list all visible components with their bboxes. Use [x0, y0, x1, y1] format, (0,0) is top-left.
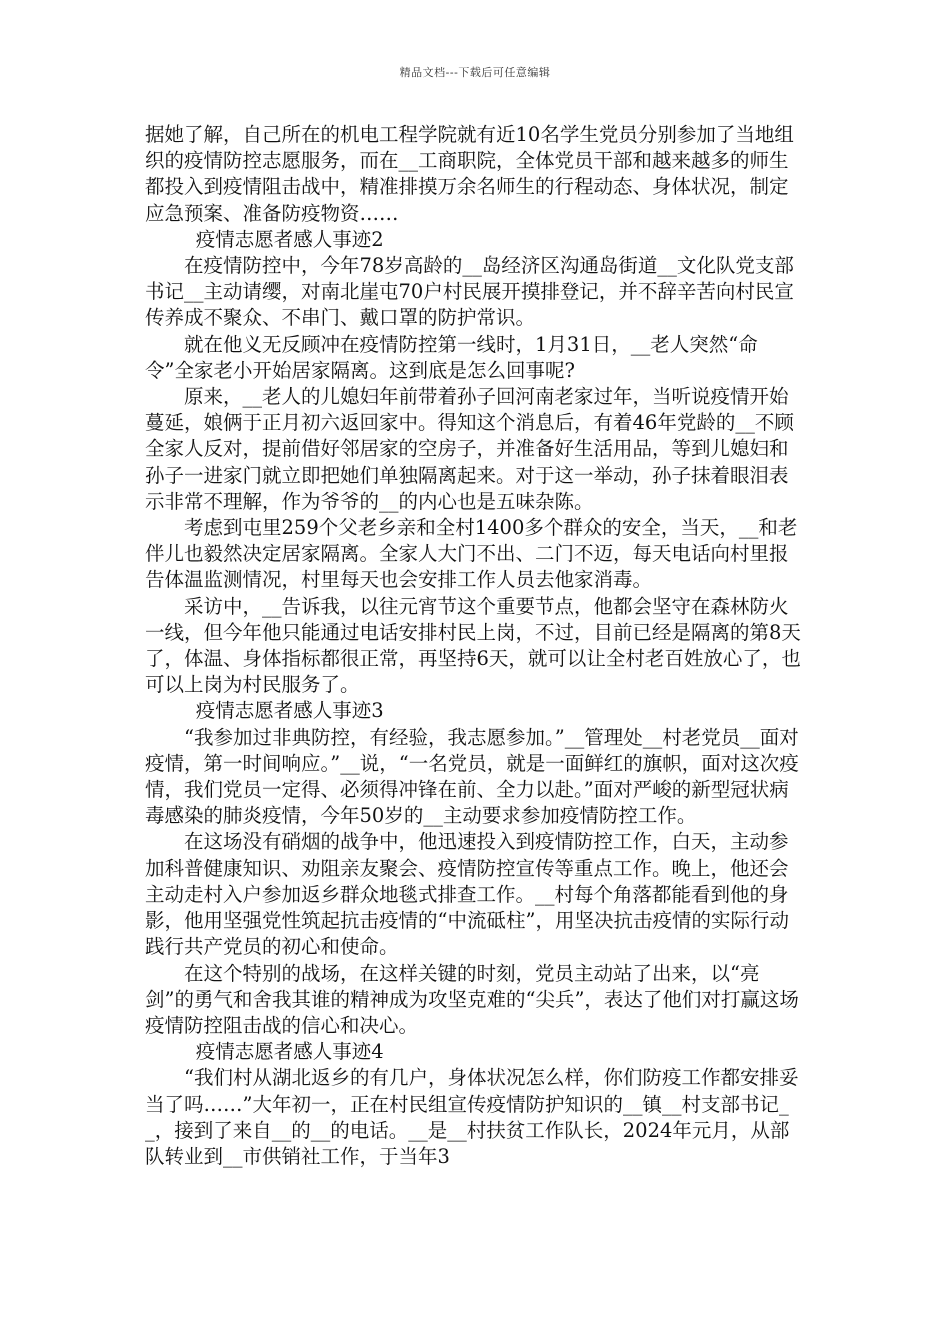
- paragraph: 考虑到屯里259个父老乡亲和全村1400多个群众的安全，当天，__和老伴儿也毅然决定居家隔离。全家人大门不出、二门不迈，每天电话向村里报告体温监测情况，村里每天也会安排工作人员去他家消毒。: [145, 516, 798, 592]
- paragraph: 在这场没有硝烟的战争中，他迅速投入到疫情防控工作，白天，主动参加科普健康知识、劝阻亲友聚会、疫情防控宣传等重点工作。晚上，他还会主动走村入户参加返乡群众地毯式排查工作。__村每个角落都能看到他的身影，他用坚强党性筑起抗击疫情的“中流砥柱”，用坚决抗击疫情的实际行动践行共产党员的初心和使命。: [145, 830, 789, 959]
- paragraph: “我们村从湖北返乡的有几户，身体状况怎么样，你们防疫工作都安排妥当了吗……”大年初一，正在村民组宣传疫情防护知识的__镇__村支部书记__，接到了来自__的__的电话。__是__村扶贫工作队长，2024年元月，从部队转业到__市供销社工作，于当年3: [145, 1066, 799, 1168]
- section-heading: 疫情志愿者感人事迹4: [195, 1040, 384, 1064]
- page-header: 精品文档---下载后可任意编辑: [399, 66, 551, 79]
- paragraph: 在疫情防控中，今年78岁高龄的__岛经济区沟通岛街道__文化队党支部书记__主动请缨，对南北崖屯70户村民展开摸排登记，并不辞辛苦向村民宣传养成不聚众、不串门、戴口罩的防护常识。: [145, 254, 794, 330]
- paragraph: 就在他义无反顾冲在疫情防控第一线时，1月31日，__老人突然“命令”全家老小开始居家隔离。这到底是怎么回事呢?: [145, 332, 758, 382]
- section-heading: 疫情志愿者感人事迹2: [195, 227, 384, 251]
- paragraph: 在这个特别的战场，在这样关键的时刻，党员主动站了出来，以“亮剑”的勇气和舍我其谁的精神成为攻坚克难的“尖兵”，表达了他们对打赢这场疫情防控阻击战的信心和决心。: [145, 961, 799, 1037]
- paragraph: 原来，__老人的儿媳妇年前带着孙子回河南老家过年，当听说疫情开始蔓延，娘俩于正月初六返回家中。得知这个消息后，有着46年党龄的__不顾全家人反对，提前借好邻居家的空房子，并准备好生活用品，等到儿媳妇和孙子一进家门就立即把她们单独隔离起来。对于这一举动，孙子抹着眼泪表示非常不理解，作为爷爷的__的内心也是五味杂陈。: [145, 385, 794, 513]
- paragraph: 采访中，__告诉我，以往元宵节这个重要节点，他都会坚守在森林防火一线，但今年他只能通过电话安排村民上岗，不过，目前已经是隔离的第8天了，体温、身体指标都很正常，再坚持6天，就可以让全村老百姓放心了，也可以上岗为村民服务了。: [145, 594, 801, 697]
- paragraph: “我参加过非典防控，有经验，我志愿参加。”__管理处__村老党员__面对疫情，第一时间响应。”__说，“一名党员，就是一面鲜红的旗帜，面对这次疫情，我们党员一定得、必须得冲锋在前、全力以赴。”面对严峻的新型冠状病毒感染的肺炎疫情，今年50岁的__主动要求参加疫情防控工作。: [145, 725, 799, 828]
- paragraph: 据她了解，自己所在的机电工程学院就有近10名学生党员分别参加了当地组织的疫情防控志愿服务，而在__工商职院，全体党员干部和越来越多的师生都投入到疫情阻击战中，精准排摸万余名师生的行程动态、身体状况，制定应急预案、准备防疫物资……: [145, 123, 794, 225]
- document-body: [145, 122, 805, 1170]
- section-heading: 疫情志愿者感人事迹3: [195, 699, 384, 723]
